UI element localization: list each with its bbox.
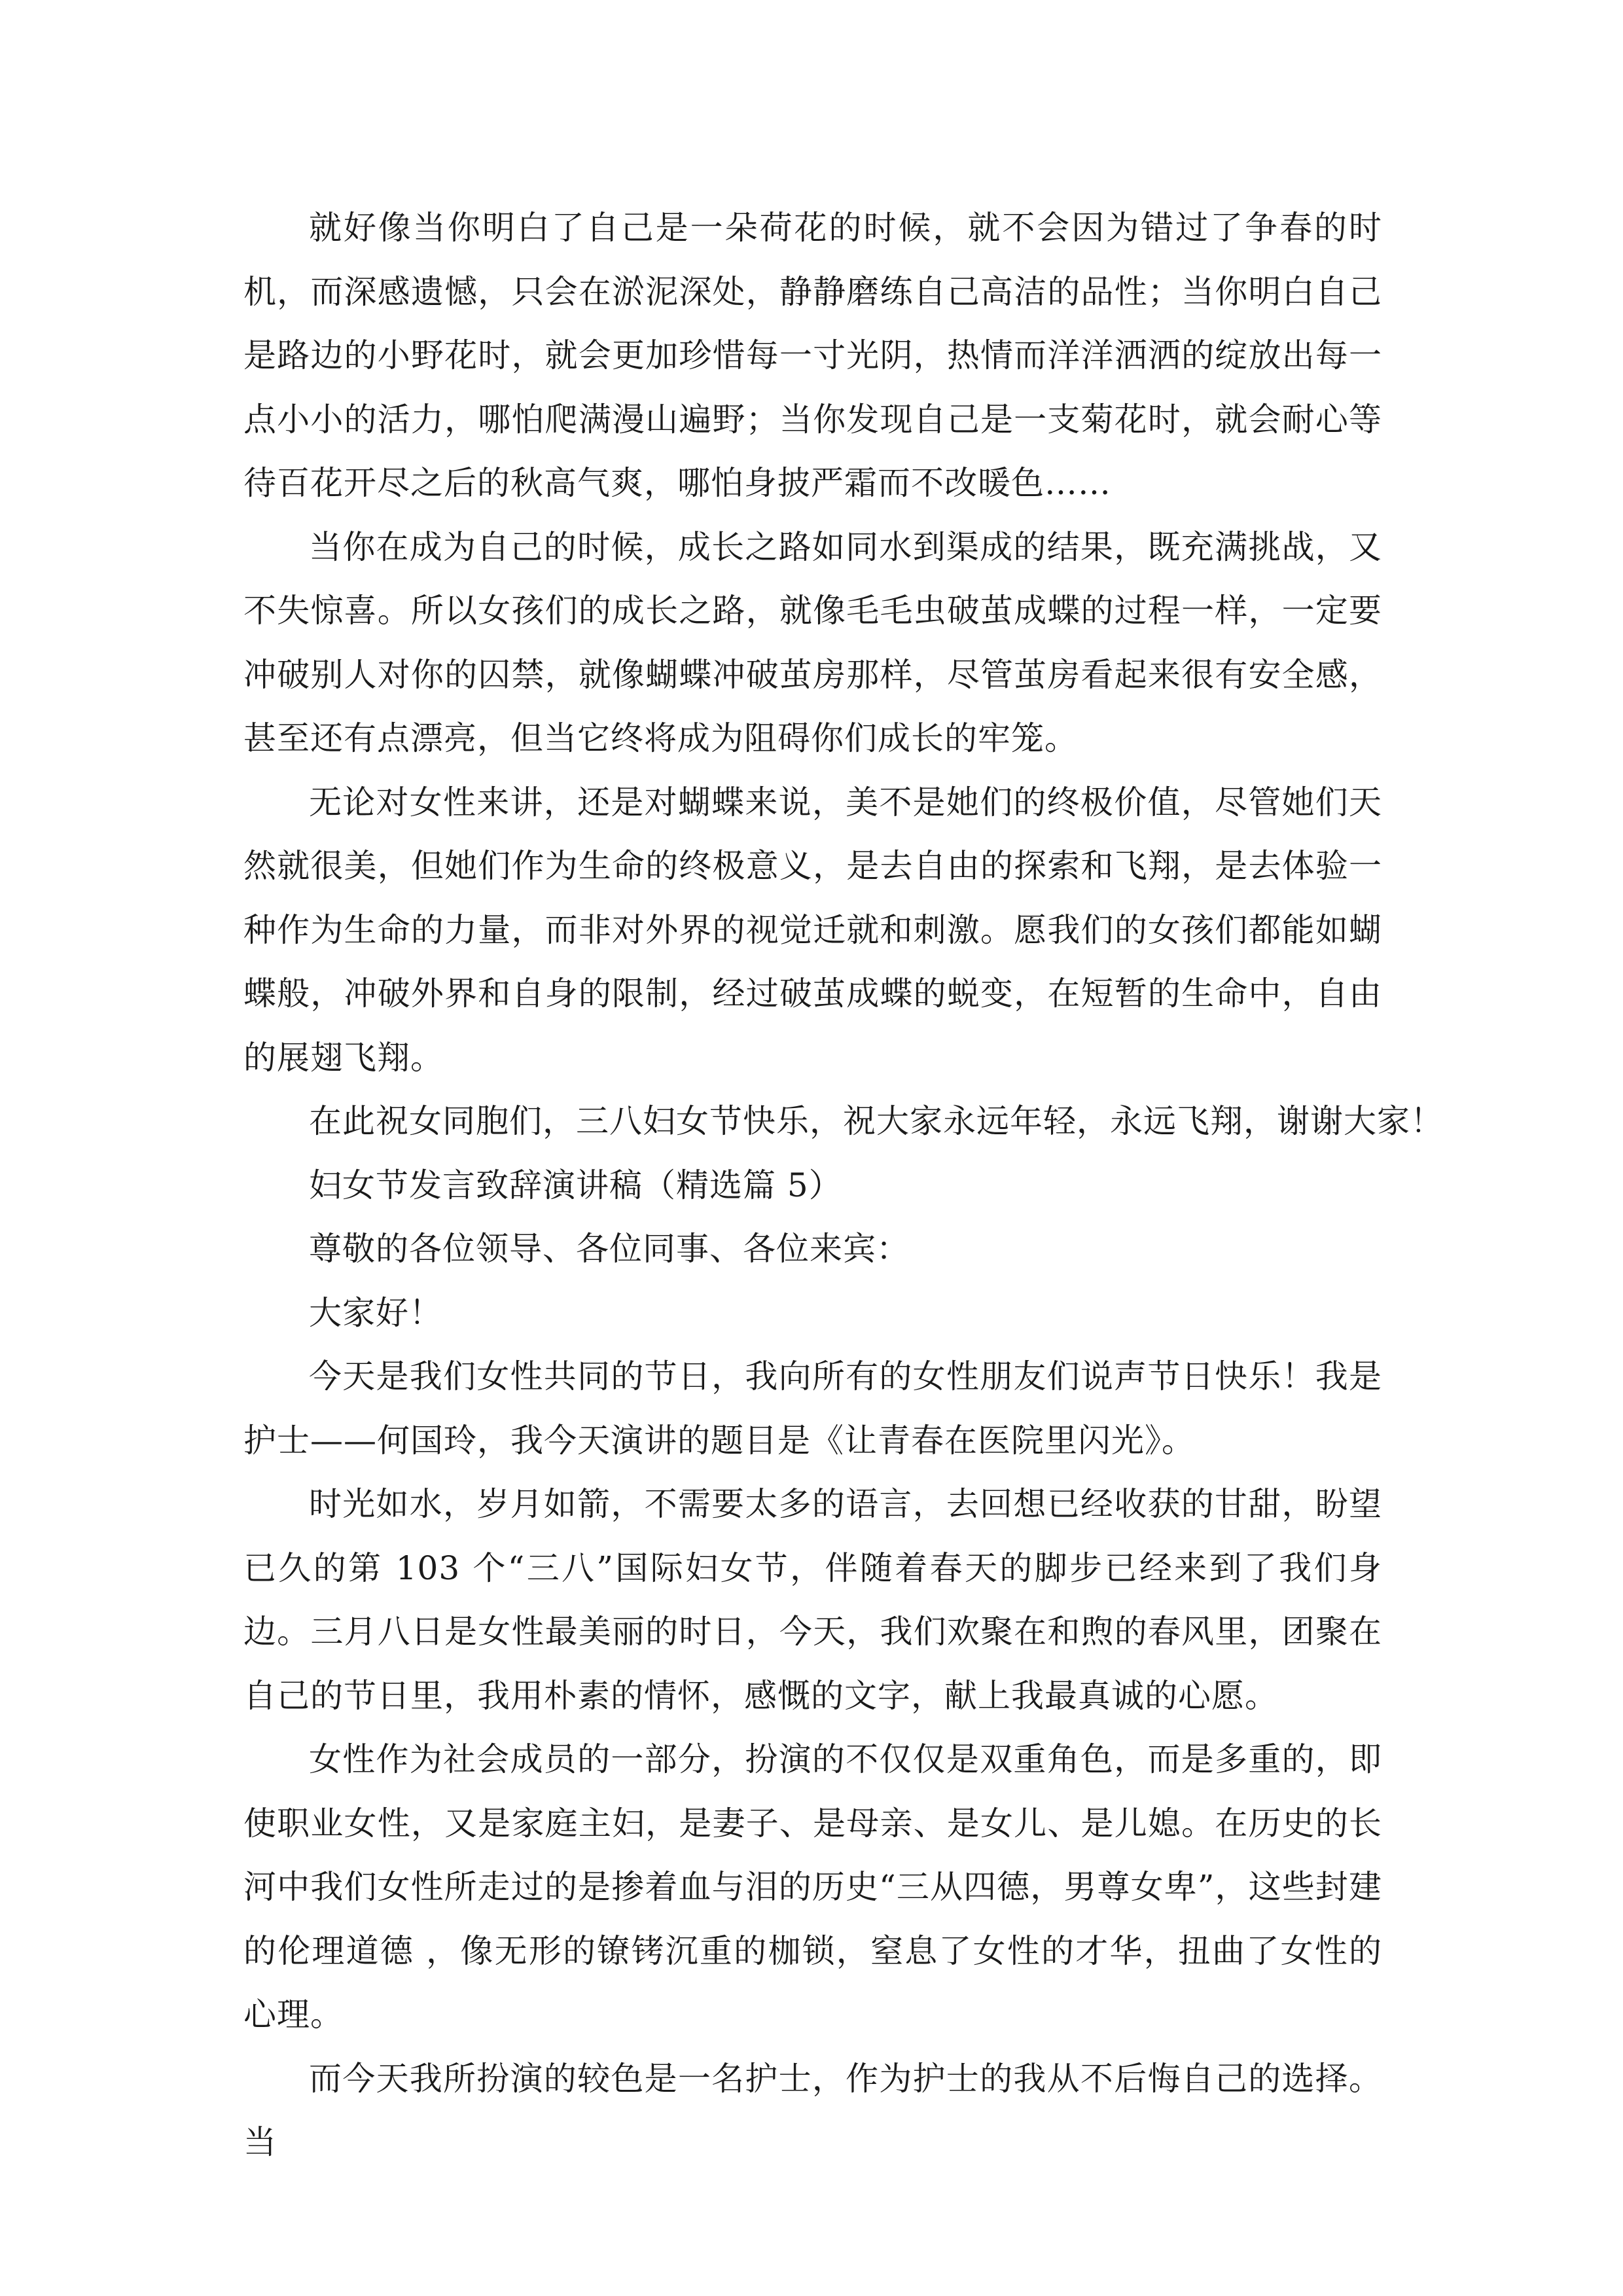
greeting: 大家好！ [309,1293,442,1332]
salutation: 尊敬的各位领导、各位同事、各位来宾： [309,1230,910,1268]
document-body [243,196,1444,2175]
paragraph-blessing: 在此祝女同胞们，三八妇女节快乐，祝大家永远年轻，永远飞翔，谢谢大家！ [309,1102,1444,1140]
paragraph-roles: 女性作为社会成员的一部分，扮演的不仅仅是双重角色，而是多重的，即使职业女性，又是家庭主妇，是妻子、是母亲、是女儿、是儿媳。在历史的长河中我们女性所走过的是掺着血与泪的历史“三从四德，男尊女卑”，这些封建的伦理道德 ，像无形的镣铐沉重的枷锁，窒息了女性的才华，扭曲了女性的心理。 [243,1740,1382,2034]
paragraph-nurse: 而今天我所扮演的较色是一名护士，作为护士的我从不后悔自己的选择。当 [243,2059,1382,2161]
paragraph-lotus: 就好像当你明白了自己是一朵荷花的时候，就不会因为错过了争春的时机，而深感遗憾，只会在淤泥深处，静静磨练自己高洁的品性；当你明白自己是路边的小野花时，就会更加珍惜每一寸光阴，热情而洋洋洒洒的绽放出每一点小小的活力，哪怕爬满漫山遍野；当你发现自己是一支菊花时，就会耐心等待百花开尽之后的秋高气爽，哪怕身披严霜而不改暖色…… [243,209,1382,502]
paragraph-introduction: 今天是我们女性共同的节日，我向所有的女性朋友们说声节日快乐！我是护士——何国玲，我今天演讲的题目是《让青春在医院里闪光》。 [243,1357,1382,1460]
section-heading: 妇女节发言致辞演讲稿（精选篇 5） [309,1166,842,1204]
paragraph-butterfly: 无论对女性来讲，还是对蝴蝶来说，美不是她们的终极价值，尽管她们天然就很美，但她们作为生命的终极意义，是去自由的探索和飞翔，是去体验一种作为生命的力量，而非对外界的视觉迁就和刺激。愿我们的女孩们都能如蝴蝶般，冲破外界和自身的限制，经过破茧成蝶的蜕变，在短暂的生命中，自由的展翅飞翔。 [243,783,1382,1077]
paragraph-time: 时光如水，岁月如箭，不需要太多的语言，去回想已经收获的甘甜，盼望已久的第 103 个“三八”国际妇女节，伴随着春天的脚步已经来到了我们身边。三月八日是女性最美丽的时日，今天，我们欢聚在和煦的春风里，团聚在自己的节日里，我用朴素的情怀，感慨的文字，献上我最真诚的心愿。 [243,1485,1382,1715]
paragraph-growth: 当你在成为自己的时候，成长之路如同水到渠成的结果，既充满挑战，又不失惊喜。所以女孩们的成长之路，就像毛毛虫破茧成蝶的过程一样，一定要冲破别人对你的囚禁，就像蝴蝶冲破茧房那样，尽管茧房看起来很有安全感，甚至还有点漂亮，但当它终将成为阻碍你们成长的牢笼。 [243,528,1382,757]
